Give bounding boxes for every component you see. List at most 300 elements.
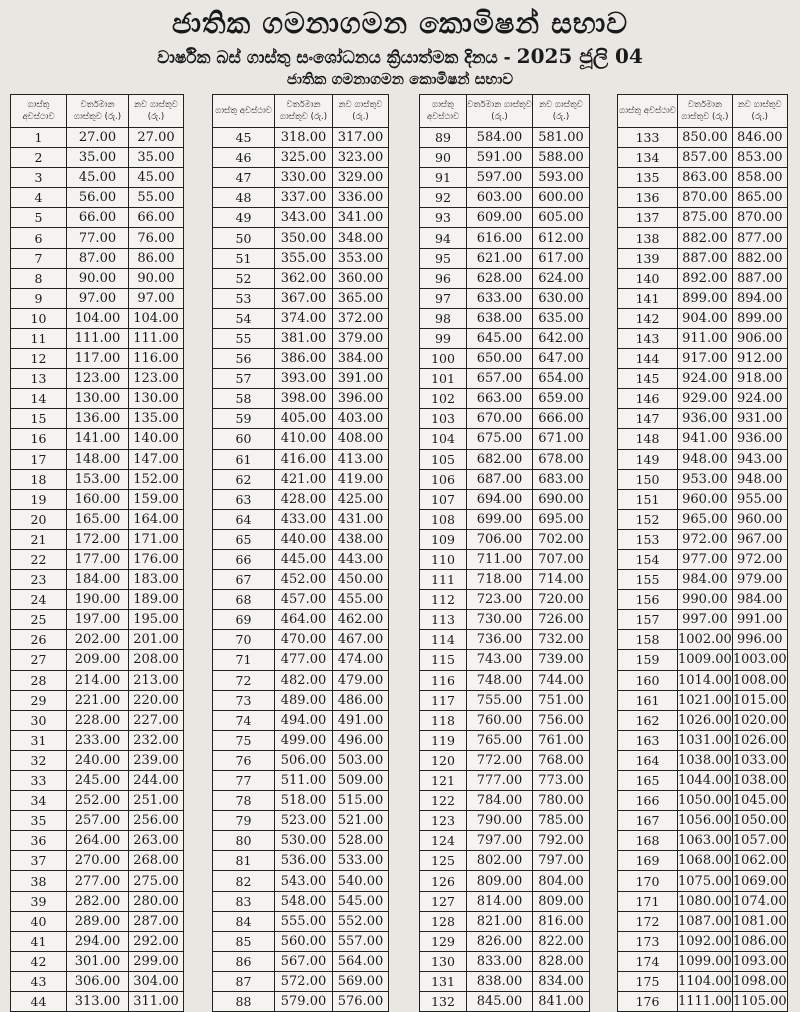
new-fare: 1020.00 [732,710,787,730]
table-row [420,831,590,851]
fare-stage: 18 [11,469,67,489]
current-fare: 464.00 [275,610,333,630]
table-row [213,730,389,750]
column-header-stage: ගාස්තු අවස්ථාව [11,95,67,128]
new-fare: 408.00 [333,429,389,449]
current-fare: 990.00 [678,590,733,610]
table-row [11,489,184,509]
current-fare: 845.00 [467,992,533,1012]
fare-stage: 54 [213,308,275,328]
table-row [618,369,788,389]
current-fare: 777.00 [467,771,533,791]
fare-stage: 111 [420,570,467,590]
current-fare: 282.00 [67,891,129,911]
new-fare: 372.00 [333,308,389,328]
fare-stage: 23 [11,570,67,590]
fare-stage: 163 [618,730,678,750]
new-fare: 189.00 [129,590,184,610]
table-row [618,208,788,228]
table-row [618,811,788,831]
table-row [420,208,590,228]
new-fare: 972.00 [732,549,787,569]
column-header-new-fare: නව ගාස්තුව (රු.) [732,95,787,128]
current-fare: 177.00 [67,549,129,569]
table-row [618,630,788,650]
fare-stage: 104 [420,429,467,449]
new-fare: 960.00 [732,509,787,529]
fare-stage: 93 [420,208,467,228]
current-fare: 663.00 [467,389,533,409]
new-fare: 159.00 [129,489,184,509]
new-fare: 581.00 [533,128,590,148]
table-row [420,268,590,288]
new-fare: 86.00 [129,248,184,268]
fare-stage: 102 [420,389,467,409]
new-fare: 605.00 [533,208,590,228]
current-fare: 294.00 [67,931,129,951]
current-fare: 511.00 [275,771,333,791]
new-fare: 1093.00 [732,951,787,971]
fare-stage: 156 [618,590,678,610]
column-header-stage: ගාස්තු අවස්ථාව [213,95,275,128]
current-fare: 904.00 [678,308,733,328]
fare-stage: 45 [213,128,275,148]
current-fare: 718.00 [467,570,533,590]
fare-stage: 120 [420,750,467,770]
current-fare: 584.00 [467,128,533,148]
new-fare: 232.00 [129,730,184,750]
fare-stage: 38 [11,871,67,891]
current-fare: 699.00 [467,509,533,529]
new-fare: 931.00 [732,409,787,429]
fare-stage: 32 [11,750,67,770]
fare-stage: 168 [618,831,678,851]
current-fare: 1044.00 [678,771,733,791]
new-fare: 251.00 [129,791,184,811]
table-row [213,228,389,248]
new-fare: 948.00 [732,469,787,489]
current-fare: 66.00 [67,208,129,228]
new-fare: 104.00 [129,308,184,328]
new-fare: 557.00 [333,931,389,951]
new-fare: 462.00 [333,610,389,630]
column-header-new-fare: නව ගාස්තුව (රු.) [533,95,590,128]
fare-stage: 113 [420,610,467,630]
new-fare: 834.00 [533,971,590,991]
table-row [11,670,184,690]
fare-stage: 124 [420,831,467,851]
fare-stage: 47 [213,168,275,188]
fare-stage: 101 [420,369,467,389]
current-fare: 953.00 [678,469,733,489]
new-fare: 1045.00 [732,791,787,811]
new-fare: 785.00 [533,811,590,831]
table-row [213,750,389,770]
table-row [213,409,389,429]
table-row [11,690,184,710]
fare-stage: 131 [420,971,467,991]
new-fare: 906.00 [732,328,787,348]
new-fare: 97.00 [129,288,184,308]
new-fare: 707.00 [533,549,590,569]
current-fare: 809.00 [467,871,533,891]
subtitle-text: වාර්ෂික බස් ගාස්තු සංශෝධනය ක්‍රියාත්මක දිනය - [157,48,517,68]
fare-stage: 167 [618,811,678,831]
table-row [420,570,590,590]
fare-stage: 144 [618,349,678,369]
fare-stage: 63 [213,489,275,509]
new-fare: 116.00 [129,349,184,369]
table-row [213,168,389,188]
table-row [618,268,788,288]
new-fare: 208.00 [129,650,184,670]
current-fare: 350.00 [275,228,333,248]
fare-stage: 75 [213,730,275,750]
fare-stage: 125 [420,851,467,871]
new-fare: 220.00 [129,690,184,710]
new-fare: 761.00 [533,730,590,750]
fare-stage: 53 [213,288,275,308]
fare-stage: 128 [420,911,467,931]
fare-stage: 28 [11,670,67,690]
new-fare: 336.00 [333,188,389,208]
table-row [618,188,788,208]
new-fare: 720.00 [533,590,590,610]
current-fare: 924.00 [678,369,733,389]
current-fare: 1026.00 [678,710,733,730]
new-fare: 912.00 [732,349,787,369]
new-fare: 486.00 [333,690,389,710]
table-row [618,610,788,630]
current-fare: 826.00 [467,931,533,951]
table-row [213,791,389,811]
table-row [420,891,590,911]
fare-stage: 112 [420,590,467,610]
fare-stage: 67 [213,570,275,590]
table-row [11,730,184,750]
table-row [11,429,184,449]
new-fare: 311.00 [129,992,184,1012]
table-row [213,851,389,871]
fare-stage: 77 [213,771,275,791]
new-fare: 955.00 [732,489,787,509]
current-fare: 457.00 [275,590,333,610]
table-row [11,288,184,308]
current-fare: 27.00 [67,128,129,148]
table-row [213,971,389,991]
new-fare: 1003.00 [732,650,787,670]
fare-stage: 141 [618,288,678,308]
fare-stage: 58 [213,389,275,409]
new-fare: 887.00 [732,268,787,288]
column-header-new-fare: නව ගාස්තුව (රු.) [129,95,184,128]
fare-stage: 72 [213,670,275,690]
new-fare: 443.00 [333,549,389,569]
new-fare: 617.00 [533,248,590,268]
current-fare: 682.00 [467,449,533,469]
current-fare: 1050.00 [678,791,733,811]
fare-stage: 66 [213,549,275,569]
new-fare: 1026.00 [732,730,787,750]
fare-stage: 19 [11,489,67,509]
table-row [11,549,184,569]
table-row [11,771,184,791]
new-fare: 828.00 [533,951,590,971]
current-fare: 941.00 [678,429,733,449]
new-fare: 55.00 [129,188,184,208]
fare-stage: 83 [213,891,275,911]
current-fare: 645.00 [467,328,533,348]
fare-stage: 51 [213,248,275,268]
fare-stage: 138 [618,228,678,248]
table-row [618,831,788,851]
new-fare: 323.00 [333,148,389,168]
new-fare: 683.00 [533,469,590,489]
new-fare: 984.00 [732,590,787,610]
new-fare: 419.00 [333,469,389,489]
fare-stage: 172 [618,911,678,931]
fare-stage: 41 [11,931,67,951]
fare-stage: 80 [213,831,275,851]
fare-stage: 74 [213,710,275,730]
header-row [213,95,389,128]
current-fare: 838.00 [467,971,533,991]
new-fare: 773.00 [533,771,590,791]
current-fare: 489.00 [275,690,333,710]
table-row [213,771,389,791]
new-fare: 533.00 [333,851,389,871]
fare-stage: 136 [618,188,678,208]
fare-stage: 119 [420,730,467,750]
fare-stage: 52 [213,268,275,288]
table-row [420,871,590,891]
current-fare: 1063.00 [678,831,733,851]
table-row [420,690,590,710]
fare-stage: 96 [420,268,467,288]
new-fare: 299.00 [129,951,184,971]
new-fare: 183.00 [129,570,184,590]
fare-stage: 121 [420,771,467,791]
current-fare: 821.00 [467,911,533,931]
new-fare: 130.00 [129,389,184,409]
current-fare: 277.00 [67,871,129,891]
table-row [213,148,389,168]
current-fare: 965.00 [678,509,733,529]
table-row [618,489,788,509]
new-fare: 780.00 [533,791,590,811]
current-fare: 104.00 [67,308,129,328]
fare-stage: 50 [213,228,275,248]
fare-stage: 127 [420,891,467,911]
new-fare: 899.00 [732,308,787,328]
table-row [618,509,788,529]
new-fare: 671.00 [533,429,590,449]
table-row [618,168,788,188]
new-fare: 804.00 [533,871,590,891]
new-fare: 576.00 [333,992,389,1012]
table-row [213,871,389,891]
fare-stage: 148 [618,429,678,449]
new-fare: 846.00 [732,128,787,148]
table-row [11,328,184,348]
new-fare: 564.00 [333,951,389,971]
table-row [420,811,590,831]
table-row [11,509,184,529]
fare-stage: 129 [420,931,467,951]
table-row [11,168,184,188]
fare-stage: 42 [11,951,67,971]
fare-stage: 109 [420,529,467,549]
new-fare: 360.00 [333,268,389,288]
fare-stage: 8 [11,268,67,288]
table-row [420,308,590,328]
current-fare: 984.00 [678,570,733,590]
new-fare: 263.00 [129,831,184,851]
table-row [618,791,788,811]
table-row [11,228,184,248]
new-fare: 816.00 [533,911,590,931]
table-row [420,369,590,389]
table-row [213,308,389,328]
table-row [420,449,590,469]
fare-stage: 170 [618,871,678,891]
table-row [213,690,389,710]
new-fare: 45.00 [129,168,184,188]
new-fare: 853.00 [732,148,787,168]
fare-stage: 176 [618,992,678,1012]
fare-stage: 94 [420,228,467,248]
new-fare: 244.00 [129,771,184,791]
current-fare: 621.00 [467,248,533,268]
table-row [11,831,184,851]
table-row [618,931,788,951]
current-fare: 579.00 [275,992,333,1012]
fare-stage: 7 [11,248,67,268]
table-row [11,389,184,409]
fare-stage: 133 [618,128,678,148]
new-fare: 1105.00 [732,992,787,1012]
new-fare: 135.00 [129,409,184,429]
current-fare: 850.00 [678,128,733,148]
fare-stage: 9 [11,288,67,308]
table-row [420,188,590,208]
current-fare: 633.00 [467,288,533,308]
current-fare: 270.00 [67,851,129,871]
fare-stage: 82 [213,871,275,891]
table-row [11,750,184,770]
fare-stage: 122 [420,791,467,811]
new-fare: 1038.00 [732,771,787,791]
current-fare: 790.00 [467,811,533,831]
fare-stage: 73 [213,690,275,710]
current-fare: 289.00 [67,911,129,931]
fare-stage: 22 [11,549,67,569]
current-fare: 257.00 [67,811,129,831]
current-fare: 306.00 [67,971,129,991]
fare-stage: 4 [11,188,67,208]
table-row [11,931,184,951]
current-fare: 814.00 [467,891,533,911]
current-fare: 1099.00 [678,951,733,971]
table-row [420,730,590,750]
table-row [618,328,788,348]
current-fare: 123.00 [67,369,129,389]
fare-stage: 16 [11,429,67,449]
fare-stage: 31 [11,730,67,750]
current-fare: 694.00 [467,489,533,509]
new-fare: 865.00 [732,188,787,208]
table-row [618,690,788,710]
new-fare: 809.00 [533,891,590,911]
new-fare: 425.00 [333,489,389,509]
table-row [11,349,184,369]
current-fare: 482.00 [275,670,333,690]
new-fare: 1062.00 [732,851,787,871]
new-fare: 588.00 [533,148,590,168]
fare-stage: 71 [213,650,275,670]
current-fare: 111.00 [67,328,129,348]
current-fare: 567.00 [275,951,333,971]
fare-stage: 48 [213,188,275,208]
current-fare: 882.00 [678,228,733,248]
column-header-current-fare: වර්තමාන ගාස්තුව (රු.) [67,95,129,128]
table-row [618,469,788,489]
new-fare: 635.00 [533,308,590,328]
current-fare: 325.00 [275,148,333,168]
fare-stage: 60 [213,429,275,449]
fare-stage: 70 [213,630,275,650]
table-row [213,509,389,529]
fare-stage: 161 [618,690,678,710]
current-fare: 355.00 [275,248,333,268]
current-fare: 870.00 [678,188,733,208]
current-fare: 421.00 [275,469,333,489]
fare-stage: 44 [11,992,67,1012]
table-row [420,650,590,670]
fare-table [617,94,788,1012]
new-fare: 111.00 [129,328,184,348]
fare-stage: 157 [618,610,678,630]
current-fare: 797.00 [467,831,533,851]
fare-stage: 146 [618,389,678,409]
fare-stage: 21 [11,529,67,549]
table-row [213,610,389,630]
new-fare: 379.00 [333,328,389,348]
table-row [420,911,590,931]
effective-date: 2025 ජූලි 04 [516,44,643,68]
new-fare: 918.00 [732,369,787,389]
fare-stage: 165 [618,771,678,791]
fare-stage: 162 [618,710,678,730]
current-fare: 543.00 [275,871,333,891]
table-row [420,349,590,369]
table-row [11,911,184,931]
new-fare: 744.00 [533,670,590,690]
new-fare: 1057.00 [732,831,787,851]
current-fare: 670.00 [467,409,533,429]
table-row [420,409,590,429]
new-fare: 329.00 [333,168,389,188]
current-fare: 772.00 [467,750,533,770]
column-header-current-fare: වර්තමාන ගාස්තුව (රු.) [467,95,533,128]
table-row [420,469,590,489]
new-fare: 455.00 [333,590,389,610]
fare-stage: 115 [420,650,467,670]
table-row [213,650,389,670]
table-row [420,168,590,188]
current-fare: 160.00 [67,489,129,509]
current-fare: 148.00 [67,449,129,469]
